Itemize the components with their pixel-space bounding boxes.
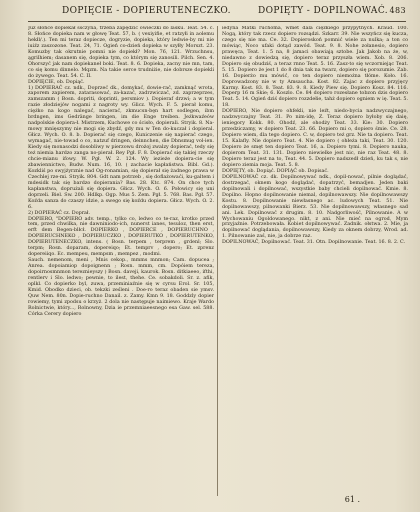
entry-paragraph: iedyna Matki ruchoma, wmet dala ciężkiego przypytnych. Kraud. 100. Nogą, który tak rzecz dopiero rozsądzi. Szkarr. 39. Nie wszyńcz się kucza, czego się nie ma. Ce. 32. Dopieroskoń pomnić wiele za nulka; a ton co mówiąc, Noco ufaki dotąd zawód. Teat. 9. 8. Nohe zołanesio, dopiero prawęca, Teat. 1. 5 na, 8 jamaci obawiają sztobe. Jak Jakob na że, w, niedawno z dowiedzą się, dopiero teraz przyszła wiem. Xob. 8. 206. Dopiero się obudziś, a teraz rnno Teat. 5. 16. Zasz-to się wczorniejąc Teat. 5. 15. Dopiero że jest 1 do 8 dnia tak na twarz, dopiero się porozumie. Zab. 16. Dopierżo mu mówić, co ten dopiero niemożna tłóme. Koło. 16. Doprowadzony nie w ty Amsaucha. Kost. 82. Zajac z dopiero przyjęcy Karmy. Kost. 83. 8. Teat. 83. 9. 8. Kiedy Piew się. Dopiero Kosz. 84. 116. Doperp 16 m Skie; 6. Koszlo. Ce. 84 dopiero rozesłane tobzon dzis dopiero Teat. 5. 14. Ogień dziś dopiero rozzdełie, tahż dopiero ogniem w ię. Teat. 5. 18. [222,26,408,109]
entry-paragraph: 2) DOPIERAĆ cz. Doprał. [28,209,91,216]
entry-paragraph: DOPIERO, Nie dopiero ohfekli, nie leźt, niedo-bycia nadzwyczajnego, nadzwyczajny Teat. 31. Po nim-idę, Z. Teraz dopiero byłoby się daię, ieniegory Kokk. 80. Ohodź, ale ohodży Teat. 33. Kie: 30. Dopiero przedziczamy, w dopiero Teat. 23. 66. Dopiero mi o, dopiero śmie. Ce. 28. Dopiero wiem, dla tego dopiero. C. w, dopiero też grz. Nie ta dopiero. Teat. 15. Kalafly. Nie dopiero Teat. 4. Nie dopiero ( ohłeża taki, Teat. 30. 120. Dopiero że smęt ten dopiero Teat. 16, a. Dopiero tymi. 8. Dopiero nauka, dopierom Teat. 31. 131. Dopiero niewielke jest nic, nie raz Teat. 48. 8. Dopiero teraz jest na to, Teat. 44. 5. Dopiero nadszedł dzień, ku tak s, nie dopiero ziemia moja. Teat. 5. 8. [222,108,408,168]
entry-paragraph: Już słońce dopiekał ssczyna, trzeba zapędzić owieczki do lasku. Teat. 54. c. 8. Słońce dopieka nam w głowę Teat. 57, b. ( vexiyifie, et ratzyłi in aolemu hekłl/.). Ten mi teraz dopiecze, dogryzie, dopieka, który ledwie-by mi nie iuiźz zaszozone. Teat. 24, 71. Ogień co-dzień dopieka w szyłły Morszt. 23. Komuzby tak okrutnie pomni nie dopiekł? Mon. 76, 121. Wrzuchnsu, ągrilhiem; dasanem się, dopieka tym, co którym się zanosili. Pilch. Sen. 4. Ohorszyć jak nam dopiekaneł boki. Teat. 8. 6. Dopieka, zacny nie mn, tam, co się komu dinnelo. Mqzm. Na takie serce trudniżie, nie dobrsze dopiekli do żywego. Teat. 54. C. II. [28,26,214,79]
entry-paragraph: Sauch. nemenom, meni , Mnis cekop., mmms mnmon; Cam. dopucea ; Anrea. dopoiamiop dopoignenn ; Rosn. mmm, cm. Dopóiem tereza, dopoirnosmnmon tereznieyszy ) Bosn. daveji, kaurok. Bosn. ditkiaeeo, ifthi, rentlerv i Slo. ledwo; pewnie, to ilest, thehe. Ce. sobakdoli. Sr. z. afik, oplkl. Co dopierko byl, zuwa, przeminiaźnie się w cyrsu Erol. Sr. 105, Kmid. Obodko dzieci, ob. tekzki ześleni . Doe-ro teraz obaden sie ymsv. Quw Nem. 80n. Dopie-ruchno Danail. z. Zamy. Kmn 9. 18. Goddzly dopier rowiemy, tymi zpodsu o krzyż. 2 dola nie następuje naimiewo. Kraje Wardo Rolnictwie, który..., Rolnowny, Dzia ie przemniaeesnego esa Gaw. sel. 588. Córka Cerery dopiero [28,257,214,317]
right-column [222,26,408,504]
entry-paragraph: DOPIĘCIE, ob. Dopiąć. [28,78,85,85]
entry-paragraph: DOPILNOWAĆ cz. dk. Dopilnowywać ndk., dopil-nować, pilnie doglądać, dostrzegać, oknem kogo doglądać, dopatrzyć, bemadjen. Jeden baki dopilnowali i dopilnować, wszystkie baby chcieli dopilnować. Kmie. 8. Dopilno. Hopno dopilnowanie niemal, dopilnowawszy. Nie dopilnowawszy Kostu. 8. Dopilnowanie niewłasnego ac. ludowych Teat. 51. Nie dopilnowawszy, pilnowanki Bierz. 53. Nie dopilnowawszy, własnego sad ani. Lek. Dopilnować z drugim. 8. 10. Nadgorliwość, Pilnowanie. A w Wychowaniu Ogoldowanego. nikt, z ani. Nie mieć na ogrod, Mym przyjaźnie. Potrzebowała. Kobiet dopilnowywać. Zadnik. ołstwa. 2. Mie, ja dopilnować doglądania, dopilnowawszy, Kiedy za oknem dobrzy, Wrod. ad. 1. Pilnowanie zaś, nie, ja dobrze raz. [222,173,408,240]
column-divider [217,26,218,496]
page-number: 483 [389,6,406,15]
entry-paragraph: DOPIERO, "DOPIERO adv. temp., tylko co, ledwo co te-raz, krotko przed tem, przed chwilka, nie dawniniodo-ich, nunerst ianes, tesuloz, then erst, erft dem Begen-blłcł. DOPIERKO , DOPIERCE , DOPIERUCHNO , DOPIERUCHNEKO , DOPIERUCZKO , DOPIERUTKO , DOPIERUTENKO, DOPIERUTENECZKO, intens. ( Bosn. terpem , terprem , grdenl; Slo. terpm; Rosn. doparam, dopereiqo; Et. temprv , dopero; Et. zprenz dopereiiqo. Ec. mempeu, mempsm , mempez , modmi. [28,215,214,258]
entry-paragraph: 1) DOPIERAĆ cz. ndk., Doprzeć dk., domykać, dowie-rać, zamknąć wrota, zaporem zapierem, zatarasować, za-kazać, zadrzwiczać, zd. zaprzeprzes, zamszamm ( Bosn. dopriti, doprinti, persmiov ). Dopieraf drzwi; a w tym razie złodziejów nogami z nagroty wy. Glicz. Wych. F. 5. pierał komu, ciężko na kogo nalegać, nacierać, zkmucsn-bęn hart sodlegen, ibm brdngen, ims Gedränge bringen, im die Enge treiben. Jeżkwaźeów nadpolskie dopiera-ł. Mistrzem, Kuchowe co ścisło, dopierali. Stryik. 8. Na-mowy mnięszymy nie mogi się zbydź, gdy mu w Ten do-kuczał i dopieral. Głicz. Wych. O. 8. b. Dopierać się czego, Kuniczenie się napierać czego, wymagać, nie-towad o co, natzuf dringen, deinnchen, die Dbnsmug vol-ien. Kiedy się monasodzi dosobliwy w pierzowu drożoj zwalzy dopierać, tedy się też niemia hardzo zanga no-pierał. Rey Pgł. F. 8. Dopierać się takiej rzeczy chcie-mianu ifowy. W. Pgł. W. 2. 124. Wy iezieże dopiera-cie się zbawiennictwo, Budw. Num. 16, 10. ( zachacie kapłaństwa. Bibl. Gd.). Kozkliś po swyjżyrznie nad Og-ronamian, się dopierał się żadnego prawa w Czechlej rze-mi. Stryik. 804. Gdt nam potrzeb , się doflażowaći, ku-galtem i mdesidk tak się bardzo dopierania? Bas. 28. Ktc. 874. On chce tych kapłanstwa, doprużali się dopiera. Głicz. Wych. O. 6. Połowicy się uni doprzeli. Biel. Sw. 200. Hdlkp. Ogp. Mus 5. Zem. Pgł. 5. 768. Bas. Pgł. 57. Koźda sanza do czaszy idzie, a swego się koźdu dopiera. Głicz. Wych. O. 2. 6. [28,84,214,210]
running-header [28,6,406,20]
entry-paragraph: DOPILNOWAĆ, Dopilnować. Teat. 31. Otn. Dopilnowanie. Teat. 16. 8. 2. C. [222,239,406,246]
entry-paragraph: DOPIĘTY, ob. Dopiąć. DOPIĄĆ ob. Dopisać. [222,167,329,174]
left-running-title: DOPIĘCIE - DOPIERUTENECZKO. [62,6,231,16]
left-column [28,26,214,504]
header-rule [28,21,406,22]
right-running-title: DOPIĘTY - DOPILNOWAĆ. [258,6,389,16]
signature-mark: 61 . [344,495,360,504]
